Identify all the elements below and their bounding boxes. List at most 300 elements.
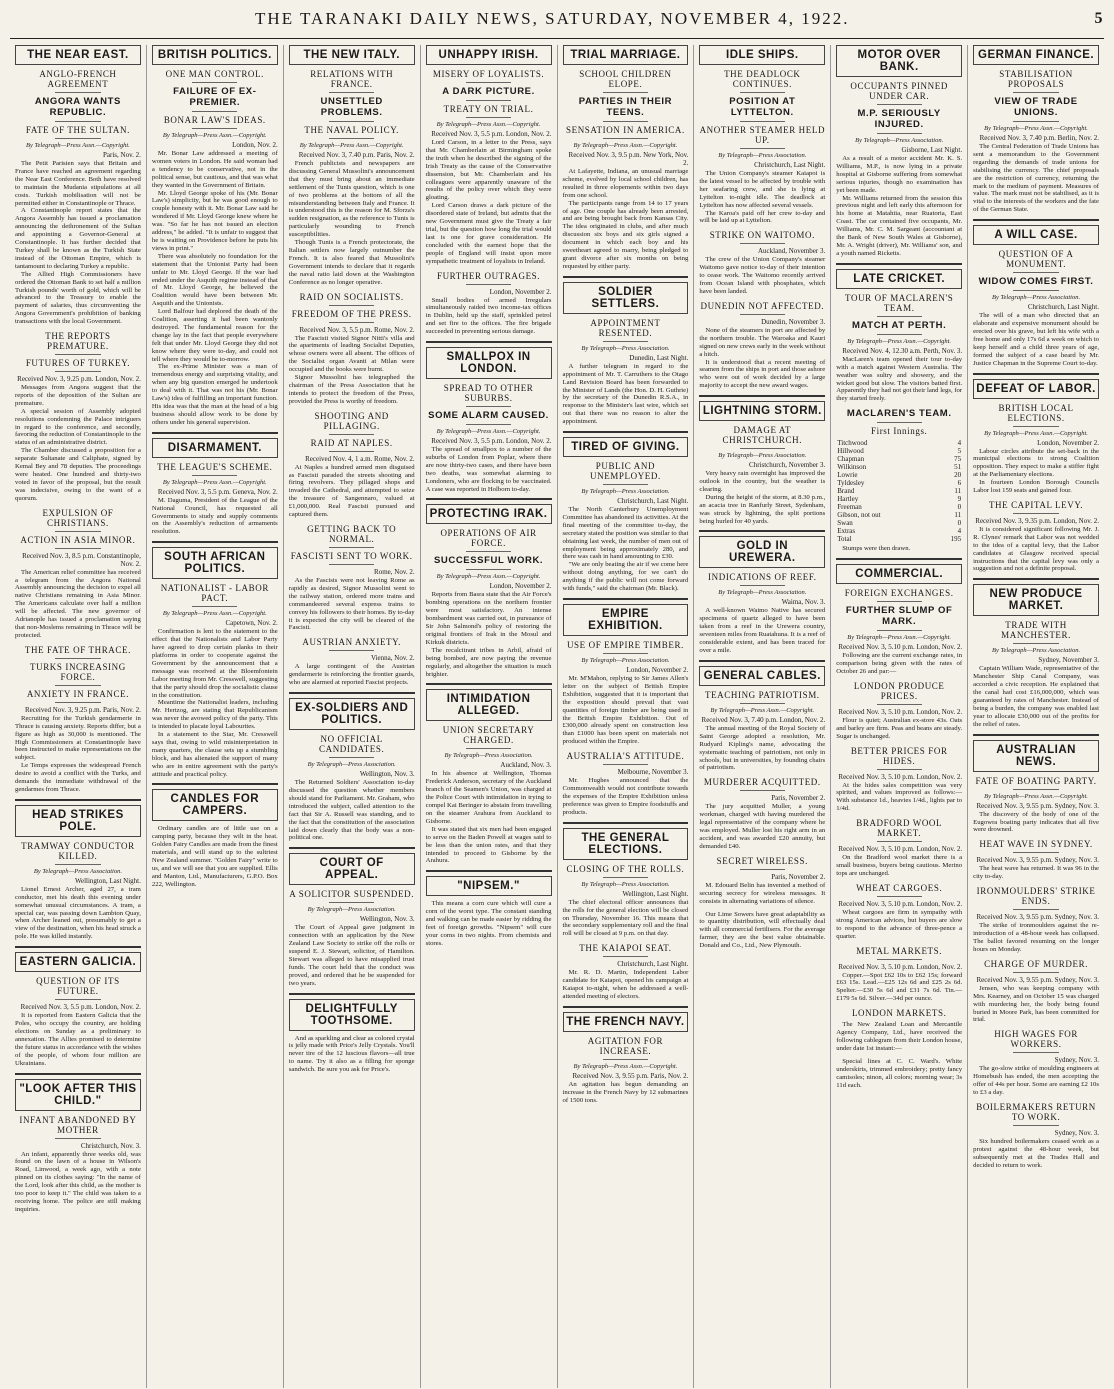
body-paragraph: During the height of the storm, at 8.30 p.m., an acacia tree in Ranfurly Street, Sydenham, was struck by lightning, the split portions being hurled for 40 yards.: [699, 493, 826, 525]
article-subhead: WHEAT CARGOES.: [836, 883, 962, 897]
column-2: [147, 45, 284, 1388]
article-headline: MOTOR OVER BANK.: [836, 45, 962, 77]
article-subhead: THE DEADLOCK CONTINUES.: [699, 69, 825, 93]
body-paragraph: French publicists and newspapers are discussing General Mussolini's announcement that they must bring about an immediate settlement of the Tunis question, which is one of two problems at the bottom of all the misunderstanding between Italy and France. It is understood this is the reason for M. Sforza's sudden resignation, as the reference to Tunis is particularly wounding to French susceptibilities.: [288, 160, 415, 239]
article-subhead: RELATIONS WITH FRANCE.: [289, 69, 415, 93]
article: [563, 751, 689, 817]
dateline: Wellington, Last Night.: [74, 876, 141, 885]
dateline: Sydney, November 3.: [1038, 656, 1099, 665]
article: [699, 666, 825, 772]
body-paragraph: In a statement to the Star, Mr. Cresswell says that, owing to wild misinterpretation in many quarters, the clause sets up a stumbling block, and has alienated the support of many who are in entire agreement with the party's attitude and practical policy.: [151, 731, 278, 778]
article-subhead: SHOOTING AND PILLAGING.: [289, 411, 415, 435]
body-paragraph: "We are only beating the air if we come here without doing anything, for we can't do anything if the public will not come forward with funds," said the chairman (Mr. Black).: [562, 561, 689, 593]
article-subhead: CHARGE OF MURDER.: [973, 959, 1099, 973]
column-4: [421, 45, 558, 1388]
player-runs: 4: [957, 527, 962, 536]
article-headline: THE FRENCH NAVY.: [563, 1012, 689, 1032]
dateline: Dunedin, November 3.: [761, 317, 826, 326]
article: [699, 401, 825, 525]
byline: By Telegraph—Press Association.: [581, 488, 670, 496]
body-paragraph: An agitation has begun demanding an increase in the French Navy by 12 submarines of 1500 tons.: [562, 1080, 689, 1104]
column-rule: [426, 870, 552, 872]
article-subhead: VIEW OF TRADE UNIONS.: [973, 96, 1099, 122]
dateline: Rome, Nov. 2.: [374, 568, 415, 576]
article-subhead: FOREIGN EXCHANGES.: [836, 588, 962, 602]
body-paragraph: Labour circles attribute the set-back in the municipal elections to strong Coalition opposition. They expect to make a stiffer fight at the Parliamentary elections.: [973, 447, 1099, 479]
body-paragraph: Small bodies of armed Irregulars simultaneously raided two income-tax offices in Dublin, held up the staff, sprinkled petrol and set fire to the offices. The fire brigade succeeded in preventing serious damage.: [425, 296, 552, 336]
body-paragraph: A well-known Waimo Native has secured specimens of quartz alleged to have been taken from a reef in the Urewera country, seventeen miles from Ruatahuna. It is a reef of considerable extent, and has been traced for over a mile.: [699, 607, 826, 654]
dateline: Received Nov. 3, 7.40 p.m. Paris, Nov. 2.: [298, 151, 415, 159]
article: [563, 828, 689, 939]
body-paragraph: Messages from Angora suggest that the reports of the deposition of the Sultan are premature.: [15, 384, 141, 407]
scorecard-note: Stumps were then drawn.: [842, 545, 911, 553]
dateline: Received Nov. 3, 5.10 p.m. London, Nov. 2.: [838, 962, 963, 971]
byline: By Telegraph—Press Association.: [718, 452, 807, 460]
article: [836, 564, 962, 676]
dateline: Received Nov. 4, 1 a.m. Rome, Nov. 2.: [305, 454, 415, 463]
article-headline: NEW PRODUCE MARKET.: [973, 584, 1099, 616]
byline: By Telegraph—Press Assn.—Copyright.: [436, 121, 541, 128]
article-headline: DISARMAMENT.: [152, 438, 278, 458]
article: [699, 911, 825, 951]
column-7: [831, 45, 968, 1388]
article: [289, 45, 415, 287]
body-paragraph: At Naples a hundred armed men disguised as Fascisti paraded the streets shooting and firing revolvers. They pillaged shops and invaded the Cathedral, and attempted to seize the treasure of Sangennaro, valued at £1,000,000. Real Fascisti pursued and captured them.: [288, 463, 415, 519]
article-subhead: FREEDOM OF THE PRESS.: [289, 309, 415, 323]
body-paragraph: And as sparkling and clear as colored crystal is jelly made with Price's Jelly Crystals. You'll never tire of the 12 luscious flavors—all true to name. Try it also as a filling for sponge sandwich. Be sure you ask for Price's.: [288, 1034, 415, 1074]
player-name: Chapman: [837, 455, 865, 464]
article-subhead: FUTURES OF TURKEY.: [15, 358, 141, 372]
player-runs: 195: [950, 535, 962, 544]
article: [152, 45, 278, 427]
scorecard-row: [836, 471, 962, 479]
article-subhead: TEACHING PATRIOTISM.: [699, 690, 825, 704]
article-subhead: TURKS INCREASING FORCE.: [15, 662, 141, 686]
dateline: Received Nov. 3, 5.10 p.m. London, Nov. 2.: [838, 643, 963, 652]
column-8: [968, 45, 1104, 1388]
article: [426, 271, 552, 337]
article-subhead: LONDON MARKETS.: [851, 1008, 947, 1019]
dateline: Waima, Nov. 3.: [781, 598, 826, 607]
dateline: Capetown, Nov. 2.: [225, 619, 278, 628]
column-rule: [15, 1073, 141, 1075]
column-rule: [836, 558, 962, 560]
article-subhead: THE LEAGUE'S SCHEME.: [152, 462, 278, 476]
body-paragraph: The Union Company's steamer Kaiapoi is the latest vessel to be affected by trouble with her seafaring crew, and she is lying at Lyttelton to-night idle. The deadlock at Lyttelton has now affected several vessels.: [699, 170, 826, 209]
column-rule: [289, 847, 415, 849]
article: [152, 789, 278, 888]
body-paragraph: Mr. Williams returned from the session this previous night and left early this afternoon for his home at Matahiia, near Ruatoria, East Coast. The car contained five occupants, Mr. Williams, Mr. C. M. Sargeant (accountant at the Bank of New South Wales at Gisborne), Mr. A. Wright (driver), Mr. Williams' son, and a youth named Ricketts.: [836, 194, 963, 257]
body-paragraph: M. Daguma, President of the League of the National Council, has requested all Governments to study and supply comments on the Assembly's reduction of armaments resolution.: [151, 496, 278, 536]
article: [836, 946, 962, 1004]
masthead-title: THE TARANAKI DAILY NEWS, SATURDAY, NOVEMBER 4, 1922.: [255, 9, 850, 28]
column-rule: [699, 395, 825, 397]
dateline: Paris, Nov. 2.: [103, 151, 141, 159]
dateline: Paris, November 2.: [771, 872, 826, 881]
article-headline: SOLDIER SETTLERS.: [563, 282, 689, 314]
article-subhead: BOILERMAKERS RETURN TO WORK.: [973, 1102, 1099, 1126]
byline: By Telegraph—Press Assn.—Copyright.: [573, 1062, 678, 1070]
article: [836, 818, 962, 878]
article: [699, 301, 825, 390]
article: [836, 408, 962, 553]
column-rule: [699, 660, 825, 662]
body-paragraph: Captain William Wade, representative of the Manchester Ship Canal Company, was accorded a civic reception. He explained that the canal had cost £16,000,000, which was guaranteed by rates of Manchester. Instead of being a burden, the company was enabled last year to allocate £30,000 out of the profits for the relief of rates.: [973, 665, 1099, 728]
body-paragraph: M. Edouard Belin has invented a method of securing secrecy for wireless messages. It consists in alternating variations of silence.: [699, 881, 826, 905]
player-name: Total: [837, 535, 852, 544]
byline: By Telegraph—Press Association.: [33, 867, 122, 875]
column-rule: [15, 946, 141, 948]
dateline: Received Nov. 3, 9.55 p.m. Sydney, Nov. 3.: [976, 975, 1099, 984]
body-paragraph: The Chamber discussed a proposition for a separate Sultanate and Caliphate, signed by Kemal Bey and 78 deputies. The proceedings were heated. One hundred and thirty-two voted in favor of the proposal, but the result was indecisive, owing to the want of a quorum.: [15, 447, 141, 502]
body-paragraph: Mr. Lloyd George spoke of his (Mr. Bonar Law's) simplicity, but he was good enough to couple honesty with it. Mr. Bonar Law said he wondered if Mr. Lloyd George knew where he was. "So far he has not issued an election address," he added. "It is unfair to suggest that he is waiting on Providence before he puts his views in print.": [151, 189, 278, 252]
article-subhead: APPOINTMENT RESENTED.: [563, 318, 689, 342]
body-paragraph: The ex-Prime Minister was a man of tremendous energy and surprising vitality, and when any big question emerged he undertook to deal with it. That was not his (Mr. Bonar Law's) idea of fulfilling an important function. His idea was that the man at the head of a big business should allow work to be done by others under his general supervision.: [151, 363, 278, 426]
dateline: Wellington, Nov. 3.: [359, 770, 415, 779]
article: [973, 839, 1099, 881]
dateline: Received Nov. 3, 5.10 p.m. London, Nov. 2.: [838, 845, 963, 854]
byline: By Telegraph—Press Assn.—Copyright.: [299, 142, 404, 149]
article-headline: "LOOK AFTER THIS CHILD.": [15, 1079, 141, 1111]
body-paragraph: Flour is quiet; Australian ex-store 43s. Oats and barley are firm. Peas and beans are steady. Sugar is unchanged.: [836, 716, 963, 740]
article-subhead: TRADE WITH MANCHESTER.: [973, 620, 1099, 644]
article: [699, 856, 825, 906]
byline: By Telegraph—Press Assn.—Copyright.: [26, 142, 130, 149]
article: [563, 437, 689, 593]
column-rule: [836, 263, 962, 265]
article-subhead: PARTIES IN THEIR TEENS.: [563, 96, 689, 122]
player-name: Tyldesley: [837, 479, 865, 488]
scorecard-subtitle: First Innings.: [870, 426, 928, 437]
article: [289, 411, 415, 519]
body-paragraph: It is reported from Eastern Galicia that the Poles, who occupy the country, are holding elections on Sunday as a preliminary to annexation. The Allies promised to determine the future status in accordance with the wishes of the people, of whom four million are Ukrainians.: [15, 1012, 141, 1067]
article-headline: INTIMIDATION ALLEGED.: [426, 689, 552, 721]
dateline: Received Nov. 3, 5.5 p.m. London, Nov. 2.: [431, 130, 552, 138]
player-name: Titchwood: [837, 439, 868, 448]
article-headline: THE NEW ITALY.: [289, 45, 415, 65]
article-subhead: THE REPORTS PREMATURE.: [15, 331, 141, 355]
article-subhead: EXPULSION OF CHRISTIANS.: [15, 508, 141, 532]
body-paragraph: Mr. R. D. Martin, Independent Labor candidate for Kaiapoi, opened his campaign at Kaiapoi to-night, when he addressed a well-attended meeting of electors.: [562, 969, 689, 1000]
article-subhead: FASCISTI SENT TO WORK.: [289, 551, 415, 565]
article-subhead: ONE MAN CONTROL.: [152, 69, 278, 83]
body-paragraph: As the Fascists were not leaving Rome as rapidly as desired, Signor Mussolini went to the railway station, ordered more trains and commandeered several express trains to convey his followers to their homes. By to-day it is expected the city will be cleared of the Fascisti.: [288, 577, 415, 632]
article-subhead: STRIKE ON WAITOMO.: [699, 230, 825, 244]
article: [699, 777, 825, 850]
body-paragraph: Following are the current exchange rates, in comparison being given with the rates of October 26 and par:—: [836, 652, 963, 675]
article: [699, 536, 825, 654]
body-paragraph: The New Zealand Loan and Mercantile Agency Company, Ltd., have received the following cablegram from their London house, under date 1st instant:—: [836, 1021, 963, 1052]
dateline: Auckland, Nov. 3.: [500, 761, 552, 770]
byline: By Telegraph—Press Assn.—Copyright.: [710, 706, 815, 714]
scorecard-row: [836, 487, 962, 495]
dateline: London, November 2.: [1037, 438, 1099, 447]
dateline: Received Nov. 3, 9.55 p.m. Paris, Nov. 2.: [572, 1071, 689, 1080]
article: [973, 45, 1099, 214]
body-paragraph: In his absence at Wellington, Thomas Frederick Anderson, secretary of the Auckland branch of the Seamen's Union, was charged at the Police Court with intimidation in trying to compel Kai Beringer to abstain from travelling on the steamer Arahura from Auckland to Gisborne.: [425, 770, 552, 825]
dateline: Wellington, Last Night.: [622, 889, 689, 898]
article-subhead: NATIONALIST - LABOR PACT.: [152, 583, 278, 607]
body-paragraph: Wheat cargoes are firm in sympathy with strong American advices, but buyers are slow to respond to the advance of three-pence a quarter.: [836, 908, 963, 940]
body-paragraph: Mr. M'Mahon, replying to Sir James Allen's letter on the subject of British Empire Exhibition, suggested that it is important that the exposition should prevail that vast quantities of foreign timber are being used in the British Empire Exhibition. Out of £300,000 already spent on construction less than £1000 has been spent on materials not produced within the Empire.: [562, 675, 689, 746]
byline: By Telegraph—Press Assn.—Copyright.: [162, 478, 267, 486]
body-paragraph: At Lafayette, Indiana, an unusual marriage scheme, evolved by local school children, has resulted in three elopements within two days from one school.: [562, 168, 689, 199]
article: [289, 637, 415, 687]
dateline: Christchurch, Last Night.: [617, 497, 689, 506]
article: [973, 225, 1099, 367]
article-headline: COURT OF APPEAL.: [289, 853, 415, 885]
body-paragraph: It was stated that six men had been engaged to serve on the Baden Powell at wages said to be less than the union rates, and that they intended to proceed to Gisborne by the Arahura.: [425, 825, 552, 865]
column-rule: [563, 598, 689, 600]
scorecard-row: [836, 447, 962, 455]
body-paragraph: The Allied High Commissioners have ordered the Ottoman Bank to set half a million Turkish pounds' worth of gold, which will be advanced to the Treasury to enable the payment of salaries, thus circumventing the Angora Government's prohibition of banking transactions with the local Government.: [15, 270, 141, 326]
article-subhead: INFANT ABANDONED BY MOTHER: [15, 1115, 141, 1139]
body-paragraph: Lord Carson draws a dark picture of the disordered state of Ireland, but admits that the new Government must give the Treaty a fair trial, but the question how long the trial would last is one for grave consideration. He concluded with the earnest hope that the people of England will insist upon more sympathetic treatment of loyalists in Ireland.: [425, 202, 552, 265]
article-subhead: RAID ON SOCIALISTS.: [289, 292, 415, 306]
scorecard-row: [836, 511, 962, 519]
dateline: Received Nov. 3, 5.5 p.m. London, Nov. 2.: [431, 437, 552, 446]
dateline: Received Nov. 3, 9.35 p.m. London, Nov. 2.: [975, 516, 1099, 525]
article-headline: PROTECTING IRAK.: [426, 504, 552, 524]
article-subhead: OCCUPANTS PINNED UNDER CAR.: [836, 81, 962, 105]
column-rule: [973, 219, 1099, 221]
dateline: Received Nov. 3, 5.10 p.m. London, Nov. 2.: [838, 707, 963, 716]
dateline: London, November 2.: [626, 666, 689, 674]
body-paragraph: The Returned Soldiers' Association to-day discussed the question whether members should stand for Parliament. Mr. Graham, who introduced the subject, called attention to the fact that Sir A. Russell was standing, and to the fact that the constitution of the association laid down clearly that the body was a non-political one.: [288, 779, 415, 842]
body-paragraph: Mr. Bonar Law addressed a meeting of women voters in London. He said woman had a tendency to be conservative, not in the political sense, but cautious, and that was what they wanted in the Government of Britain.: [151, 150, 278, 189]
player-name: Wilkinson: [837, 463, 867, 472]
player-runs: 0: [957, 503, 962, 512]
dateline: Christchurch, Last Night.: [617, 960, 689, 969]
article: [563, 943, 689, 1001]
body-paragraph: A Constantinople report states that the Angora Assembly has issued a proclamation announcing the dethronement of the Sultan and appointing a Governor-General at Constantinople. It has further decided that Turkey shall be known as the Turkish State instead of the Ottoman Empire, which is tantamount to declaring Turkey a republic.: [15, 207, 141, 270]
article-subhead: MURDERER ACQUITTED.: [699, 777, 825, 791]
dateline: Received Nov. 3, 5.5 p.m. Rome, Nov. 2.: [299, 325, 415, 334]
byline: By Telegraph—Press Association.: [855, 137, 944, 144]
column-rule: [15, 799, 141, 801]
article: [973, 886, 1099, 954]
article-subhead: POSITION AT LYTTELTON.: [699, 96, 825, 122]
player-runs: 20: [954, 471, 962, 480]
body-paragraph: It is considered significant following Mr. J. R. Clynes' remark that Labor was not wedded to the idea of a capital levy, that the Labor candidates at Glasgow received special instructions that the capital levy was only a suggestion and not a definite proposal.: [973, 525, 1099, 573]
article-subhead: SUCCESSFUL WORK.: [426, 555, 552, 570]
article-subhead: TREATY ON TRIAL.: [426, 104, 552, 118]
player-runs: 4: [957, 439, 962, 448]
player-name: Freeman: [837, 503, 862, 512]
body-paragraph: Lionel Ernest Archer, aged 27, a tram conductor, met his death this evening under somewhat unusual circumstances. A tram, a special car, was passing down Lambton Quay, when Archer leaned out, presumably to get a view of the destination, when his head struck a pole. He was killed instantly.: [15, 885, 141, 941]
article-subhead: AUSTRALIA'S ATTITUDE.: [563, 751, 689, 765]
scorecard-row: [836, 519, 962, 527]
byline: By Telegraph—Press Association.: [718, 152, 807, 159]
article-subhead: FURTHER SLUMP OF MARK.: [836, 605, 962, 631]
dateline: Received Nov. 3, 9.25 p.m. Paris, Nov. 2.: [24, 705, 141, 714]
body-paragraph: Lord Carson, in a letter to the Press, says that Mr. Chamberlain at Birmingham spoke the truth when he described the signing of the Irish Treaty as the cause of the Conservative dissension, but Mr. Chamberlain and his colleagues were apparently unaware of the results of the policy over which they were gloating.: [425, 139, 552, 202]
body-paragraph: The discovery of the body of one of the Eugowra boating party indicates that all five were drowned.: [973, 810, 1099, 834]
dateline: Auckland, November 3.: [757, 247, 826, 256]
body-paragraph: The participants range from 14 to 17 years of age. One couple has already been arrested, and are being brought back from Kansas City. The idea originated in clubs, and after much discussion six boys and six girls signed a document in which each boy and his sweetheart agreed to marry, being pledged to grant divorce after six months on being requested by either party.: [562, 199, 689, 270]
article-subhead: USE OF EMPIRE TIMBER.: [563, 640, 689, 654]
article-subhead: ACTION IN ASIA MINOR.: [15, 535, 141, 549]
player-runs: 9: [957, 495, 962, 504]
body-paragraph: Confirmation is lent to the statement to the effect that the Nationalists and Labor Party have agreed to drop certain planks in their platforms in order to cooperate against the Government by the announcement that a message was received at the Bloemfontein Labor meeting from Mr. Cresswell, suggesting that the party should drop the socialistic clause in the constitution.: [151, 628, 278, 699]
article-headline: BRITISH POLITICS.: [152, 45, 278, 65]
article-subhead: SOME ALARM CAUSED.: [426, 410, 552, 425]
article: [836, 45, 962, 258]
article-headline: TRIAL MARRIAGE.: [563, 45, 689, 65]
column-rule: [563, 276, 689, 278]
player-runs: 6: [957, 479, 962, 488]
body-paragraph: Lord Balfour had deplored the death of the Coalition, asserting it had been wantonly destroyed. The fundamental reason for the change lay in the fact that people everywhere felt that under Mr. Lloyd George they did not know where they were to-day, and could not tell where they would be to-morrow.: [151, 308, 278, 363]
article-headline: "NIPSEM.": [426, 876, 552, 896]
article: [15, 331, 141, 503]
article-headline: LIGHTNING STORM.: [699, 401, 825, 421]
article: [836, 681, 962, 741]
article-subhead: HEAT WAVE IN SYDNEY.: [973, 839, 1099, 853]
body-paragraph: MacLaren's team opened their tour to-day with a match against Western Australia. The weather was sultry and showery, and the wicket good but slow. The visitors batted first. Apparently they had not got their land legs, for they started freely.: [836, 355, 963, 403]
body-paragraph: Mr. Hughes announced that the Commonwealth would not contribute towards the expenses of the Empire Exhibition unless preference was given to Empire foodstuffs and products.: [562, 777, 689, 816]
page-number: 5: [1094, 10, 1104, 27]
article: [563, 1012, 689, 1105]
dateline: Received Nov. 3, 5.10 p.m. London, Nov. 2.: [838, 899, 963, 908]
body-paragraph: The Fascisti visited Signor Nitti's villa and the apartments of leading Socialist Deputies, whose owners were all absent. The offices of the Socialist organ Avanti at Milan were occupied and the books were burnt.: [288, 334, 415, 374]
byline: By Telegraph—Press Assn.—Copyright.: [436, 573, 541, 581]
article-headline: DEFEAT OF LABOR.: [973, 379, 1099, 399]
body-paragraph: The chief electoral officer announces that the rolls for the general election will be closed on Thursday, November 16. This means that the secondary supplementary roll and the final roll will be closed at 9 p.m. on that day.: [562, 898, 689, 938]
body-paragraph: This means a corn cure which will cure a corn of the worst type. The constant standing and walking can be made easier by ridding the feet of foreign growths. "Nipsem" will cure your corns in two nights. From chemists and stores.: [425, 900, 552, 947]
article-headline: GOLD IN UREWERA.: [699, 536, 825, 568]
dateline: Received Nov. 3, 5.5 p.m. Geneva, Nov. 2.: [157, 487, 278, 496]
article: [836, 746, 962, 814]
article-headline: DELIGHTFULLY TOOTHSOME.: [289, 999, 415, 1031]
byline: By Telegraph—Press Association.: [581, 880, 670, 888]
article-subhead: A SOLICITOR SUSPENDED.: [289, 889, 415, 903]
column-rule: [973, 373, 1099, 375]
article: [563, 282, 689, 426]
article: [289, 698, 415, 842]
article: [836, 1008, 962, 1053]
article: [426, 876, 552, 947]
column-rule: [426, 683, 552, 685]
article-headline: A WILL CASE.: [973, 225, 1099, 245]
article-subhead: UNION SECRETARY CHARGED.: [426, 725, 552, 749]
article: [289, 853, 415, 987]
article-subhead: SCHOOL CHILDREN ELOPE.: [563, 69, 689, 93]
byline: By Telegraph—Press Association.: [307, 906, 396, 914]
article-subhead: THE KAIAPOI SEAT.: [563, 943, 689, 957]
byline: By Telegraph—Press Association.: [581, 657, 670, 664]
article-subhead: NO OFFICIAL CANDIDATES.: [289, 734, 415, 758]
player-name: Hillwood: [837, 447, 864, 456]
article-subhead: BRITISH LOCAL ELECTIONS.: [973, 403, 1099, 427]
article-subhead: ANGORA WANTS REPUBLIC.: [15, 96, 141, 122]
body-paragraph: The heat wave has returned. It was 96 in the city to-day.: [973, 865, 1099, 881]
article: [973, 379, 1099, 495]
article-headline: HEAD STRIKES POLE.: [15, 805, 141, 837]
column-rule: [563, 1006, 689, 1008]
byline: By Telegraph—Press Association.: [992, 647, 1081, 655]
article-subhead: TOUR OF MACLAREN'S TEAM.: [836, 293, 962, 317]
player-name: Brand: [837, 487, 855, 496]
article-headline: CANDLES FOR CAMPERS.: [152, 789, 278, 821]
column-5: [558, 45, 695, 1388]
article-subhead: METAL MARKETS.: [836, 946, 962, 960]
article-subhead: A DARK PICTURE.: [426, 86, 552, 101]
dateline: Received Nov. 3, 5.5 p.m. London, Nov. 2.: [20, 1003, 141, 1012]
article-subhead: AUSTRIAN ANXIETY.: [289, 637, 415, 651]
article: [426, 504, 552, 678]
scorecard-row: [836, 503, 962, 511]
article-subhead: WIDOW COMES FIRST.: [973, 276, 1099, 291]
byline: By Telegraph—Press Association.: [307, 761, 396, 769]
column-rule: [152, 432, 278, 434]
article: [426, 45, 552, 266]
article-headline: GENERAL CABLES.: [699, 666, 825, 686]
article-subhead: QUESTION OF ITS FUTURE.: [15, 976, 141, 1000]
body-paragraph: A special session of Assembly adopted resolutions condemning the Palace intriguers in regard to the conference, and secondly, favoring the reduction of Constantinople to the status of an administrative district.: [15, 407, 141, 447]
article: [699, 45, 825, 225]
article: [973, 1029, 1099, 1097]
article: [289, 292, 415, 406]
body-paragraph: The go-slow strike of moulding engineers at Homebush has ended, the men accepting the offer of 44s per hour. Some are earning £2 10s to £3 a day.: [973, 1065, 1099, 1097]
body-paragraph: The jury acquitted Muller, a young workman, charged with having murdered the legal representative of the company where he was employed. Muller lost his right arm in an accident, and was awarded £20 annuity, but demanded £40.: [699, 803, 826, 850]
body-paragraph: Signor Mussolini has telegraphed the chairman of the Press Association that he intends to protect the freedom of the Press, provided the Press is worthy of freedom.: [288, 374, 415, 405]
body-paragraph: The American relief committee has received a telegram from the Angora National Assembly announcing the decision to expel all native Christians remaining in Asia Minor. The Americans calculate over half a million will be affected. The new governor of Adrianople has issued a proclamation saying that non-Moslems remaining in Thrace will be protected.: [15, 568, 141, 639]
article-headline: EMPIRE EXHIBITION.: [563, 604, 689, 636]
byline: By Telegraph—Press Assn.—Copyright.: [847, 337, 952, 345]
article-headline: SOUTH AFRICAN POLITICS.: [152, 547, 278, 579]
article-headline: EASTERN GALICIA.: [15, 952, 141, 972]
body-paragraph: The Court of Appeal gave judgment in connection with an application by the New Zealand Law Society to strike off the rolls or suspend E. J. Stewart, solicitor, of Hamilton. Stewart was alleged to have misapplied trust funds. The court held that the conduct was proved, and ordered that he be suspended for two years.: [288, 924, 415, 987]
article-subhead: FURTHER OUTRAGES.: [426, 271, 552, 285]
dateline: Christchurch, Last Night.: [754, 161, 826, 169]
column-1: [10, 45, 147, 1388]
body-paragraph: A large contingent of the Austrian gendarmerie is reinforcing the frontier guards, who are alarmed at reported Fascist projects.: [288, 663, 415, 687]
article-headline: THE NEAR EAST.: [15, 45, 141, 65]
player-name: Hartley: [837, 495, 859, 504]
article-subhead: CLOSING OF THE ROLLS.: [563, 864, 689, 878]
article: [426, 347, 552, 493]
body-paragraph: On the Bradford wool market there is a small business, buyers being cautious. Merino tops are unchanged.: [836, 854, 963, 877]
article-headline: TIRED OF GIVING.: [563, 437, 689, 457]
article: [973, 959, 1099, 1025]
dateline: Christchurch, Last Night.: [1027, 303, 1099, 312]
article-headline: SMALLPOX IN LONDON.: [426, 347, 552, 379]
article-subhead: TRAMWAY CONDUCTOR KILLED.: [15, 841, 141, 865]
column-rule: [699, 530, 825, 532]
column-rule: [426, 341, 552, 343]
article: [973, 740, 1099, 835]
byline: By Telegraph—Press Assn.—Copyright.: [162, 132, 267, 139]
scorecard-title: MACLAREN'S TEAM.: [836, 408, 962, 423]
article: [836, 269, 962, 403]
article: [289, 524, 415, 632]
body-paragraph: None of the steamers in port are affected by the northern trouble. The Waroaka and Kauri signed on new crews early in the week without a hitch.: [699, 326, 826, 358]
dateline: Dunedin, Last Night.: [629, 353, 689, 362]
dateline: Received Nov. 3, 7.40 p.m. London, Nov. 2.: [701, 715, 826, 724]
body-paragraph: Very heavy rain overnight has improved the outlook in the country, but the weather is clearing.: [699, 470, 826, 493]
column-rule: [973, 734, 1099, 736]
article-headline: EX-SOLDIERS AND POLITICS.: [289, 698, 415, 730]
dateline: Received Nov. 3, 5.10 p.m. London, Nov. 2.: [838, 772, 963, 781]
body-paragraph: At the hides sales competition was very spirited, and values improved as follows:— With substance 1d., heavies 1/4d., lights par to 1/4d.: [836, 781, 963, 813]
article-subhead: MATCH AT PERTH.: [836, 320, 962, 335]
byline: By Telegraph—Press Assn.—Copyright.: [162, 610, 267, 618]
article-subhead: PUBLIC AND UNEMPLOYED.: [563, 461, 689, 485]
article-subhead: LONDON PRODUCE PRICES.: [836, 681, 962, 705]
body-paragraph: The will of a man who directed that an elaborate and expensive monument should be erected over his grave, but left his wife with a free home and only 17s 6d a week on which to keep herself and a child three years of age, formed the subject of a case heard by Mr. Justice Chapman in the Supreme Court to-day.: [973, 312, 1099, 367]
article-subhead: INDICATIONS OF REEF.: [699, 572, 825, 586]
dateline: Christchurch, Nov. 3.: [80, 1141, 141, 1150]
